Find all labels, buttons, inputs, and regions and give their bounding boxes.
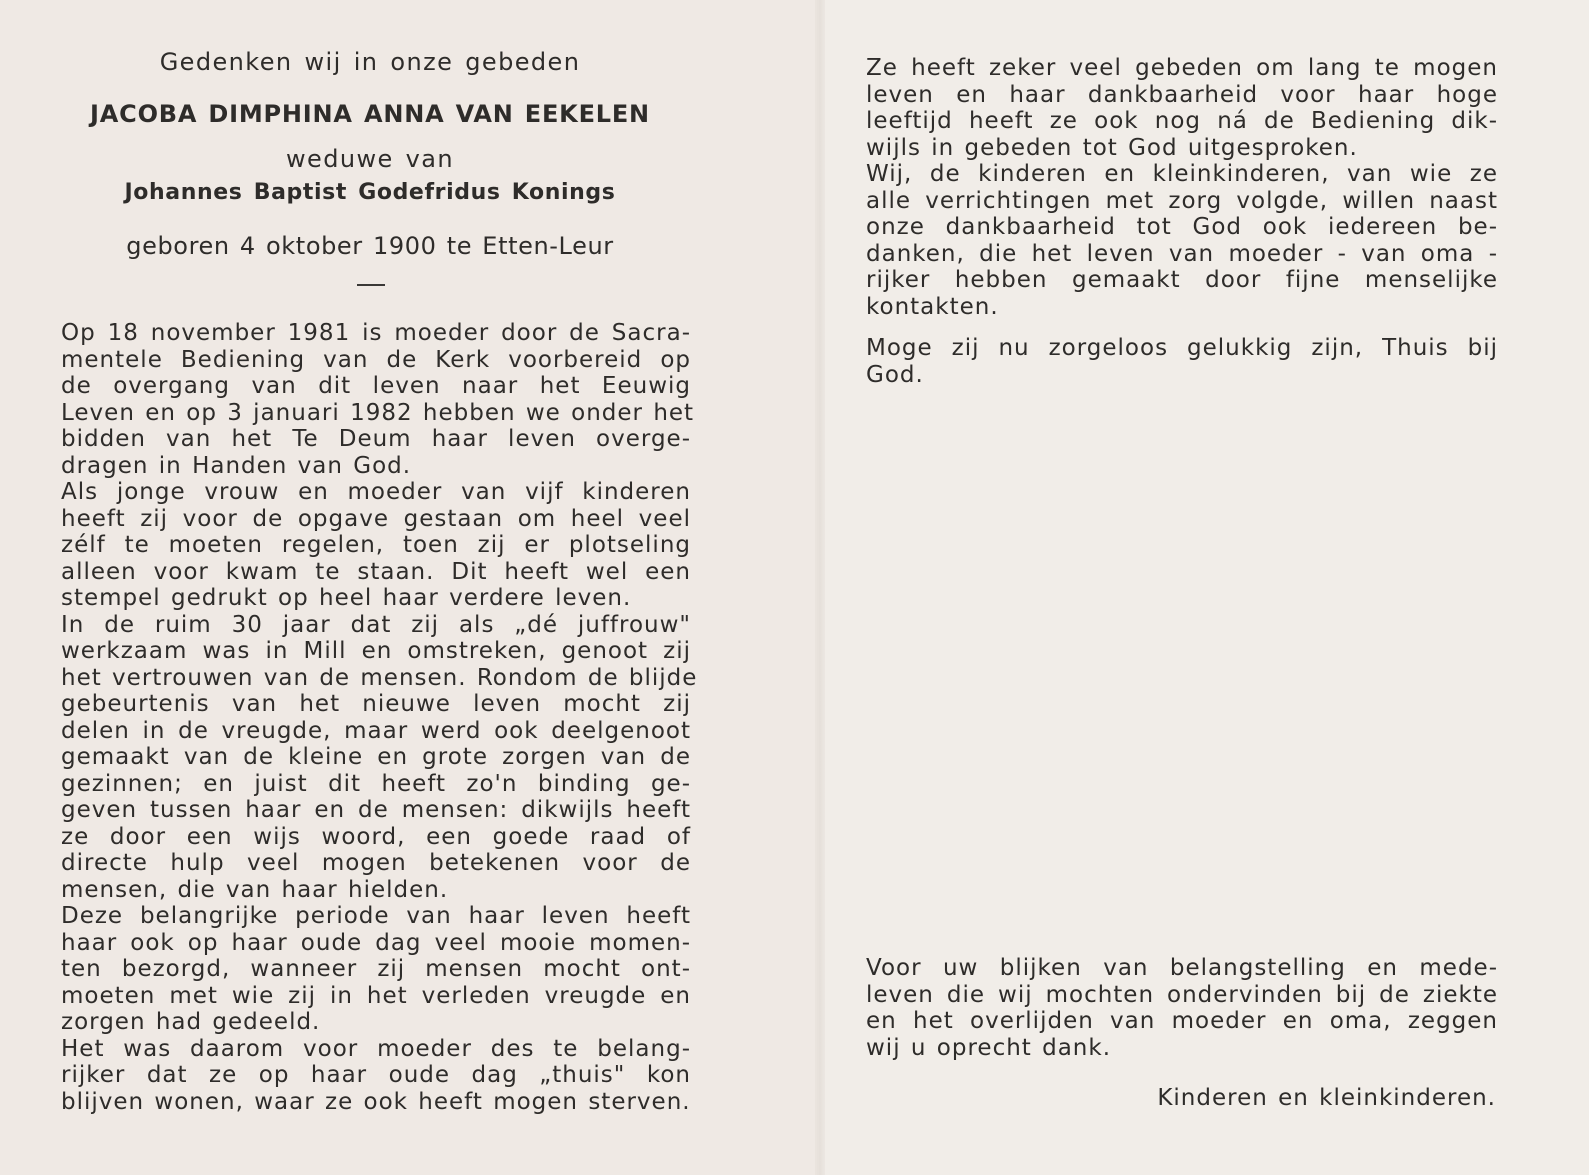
text-line: delen in de vreugde, maar werd ook deelgenoot: [61, 717, 691, 744]
text-line: Moge zij nu zorgeloos gelukkig zijn, Thuis bij: [866, 335, 1498, 361]
text-line: de overgang van dit leven naar het Eeuwig: [61, 373, 691, 399]
text-line: leven die wij mochten ondervinden bij de ziekte: [866, 981, 1498, 1008]
text-line: rijker dat ze op haar oude dag „thuis" kon: [61, 1062, 691, 1088]
text-line: werkzaam was in Mill en omstreken, genoot zij: [61, 638, 691, 664]
text-line: haar ook op haar oude dag veel mooie momen-: [61, 929, 691, 956]
text-line: geven tussen haar en de mensen: dikwijls heeft: [61, 797, 691, 823]
text-line: bidden van het Te Deum haar leven overge-: [61, 426, 691, 452]
text-line: zélf te moeten regelen, toen zij er plotseling: [61, 532, 691, 558]
text-line: gebeurtenis van het nieuwe leven mocht zij: [61, 691, 691, 717]
text-line: Op 18 november 1981 is moeder door de Sacra-: [61, 320, 691, 346]
text-line: Voor uw blijken van belangstelling en mede-: [866, 955, 1498, 981]
text-line: Als jonge vrouw en moeder van vijf kinderen: [61, 479, 691, 505]
text-line: heeft zij voor de opgave gestaan om heel veel: [61, 505, 691, 532]
wish-text: [866, 335, 1498, 388]
widow-line: weduwe van: [286, 145, 454, 173]
text-line: leeftijd heeft ze ook nog ná de Bediening dik-: [866, 108, 1498, 134]
text-line: In de ruim 30 jaar dat zij als „dé juffrouw": [61, 611, 691, 638]
text-line: blijven wonen, waar ze ook heeft mogen sterven.: [61, 1088, 691, 1115]
text-line: gezinnen; en juist dit heeft zo'n binding ge-: [61, 770, 691, 797]
thanks-text: [866, 955, 1498, 1061]
signature: Kinderen en kleinkinderen.: [1157, 1085, 1496, 1111]
text-line: mentele Bediening van de Kerk voorbereid op: [61, 346, 691, 373]
text-line: rijker hebben gemaakt door fijne menselijke: [866, 267, 1498, 293]
text-line: ten bezorgd, wanneer zij mensen mocht ont-: [61, 956, 691, 982]
text-line: Het was daarom voor moeder des te belang-: [61, 1035, 691, 1062]
text-line: leven en haar dankbaarheid voor haar hoge: [866, 81, 1498, 108]
deceased-name: JACOBA DIMPHINA ANNA VAN EEKELEN: [90, 100, 650, 128]
text-line: en het overlijden van moeder en oma, zeggen: [866, 1008, 1498, 1034]
text-line: kontakten.: [866, 293, 999, 320]
text-line: God.: [866, 361, 924, 388]
gratitude-text: [866, 55, 1498, 320]
card-fold: [815, 0, 825, 1175]
text-line: het vertrouwen van de mensen. Rondom de blijde: [61, 664, 698, 691]
text-line: Wij, de kinderen en kleinkinderen, van wie ze: [866, 161, 1498, 187]
text-line: alle verrichtingen met zorg volgde, willen naast: [866, 187, 1498, 214]
text-line: moeten met wie zij in het verleden vreugde en: [61, 982, 691, 1009]
text-line: directe hulp veel mogen betekenen voor de: [61, 850, 691, 876]
text-line: zorgen had gedeeld.: [61, 1009, 321, 1035]
text-line: danken, die het leven van moeder - van oma -: [866, 240, 1498, 267]
separator-dash: [357, 284, 385, 286]
text-line: wij u oprecht dank.: [866, 1034, 1112, 1061]
text-line: Leven en op 3 januari 1982 hebben we onder het: [61, 399, 695, 426]
text-line: mensen, die van haar hielden.: [61, 876, 449, 903]
biography-text: [61, 320, 698, 1115]
text-line: Ze heeft zeker veel gebeden om lang te mogen: [866, 55, 1498, 81]
text-line: alleen voor kwam te staan. Dit heeft wel een: [61, 558, 691, 585]
husband-name: Johannes Baptist Godefridus Konings: [124, 180, 616, 205]
text-line: gemaakt van de kleine en grote zorgen van de: [61, 744, 691, 770]
text-line: ze door een wijs woord, een goede raad of: [61, 823, 691, 850]
text-line: stempel gedrukt op heel haar verdere leven.: [61, 585, 632, 611]
text-line: wijls in gebeden tot God uitgesproken.: [866, 134, 1358, 161]
intro-line: Gedenken wij in onze gebeden: [159, 48, 581, 76]
text-line: onze dankbaarheid tot God ook iedereen be-: [866, 214, 1498, 240]
text-line: Deze belangrijke periode van haar leven heeft: [61, 903, 691, 929]
birth-line: geboren 4 oktober 1900 te Etten-Leur: [126, 232, 614, 260]
text-line: dragen in Handen van God.: [61, 452, 412, 479]
